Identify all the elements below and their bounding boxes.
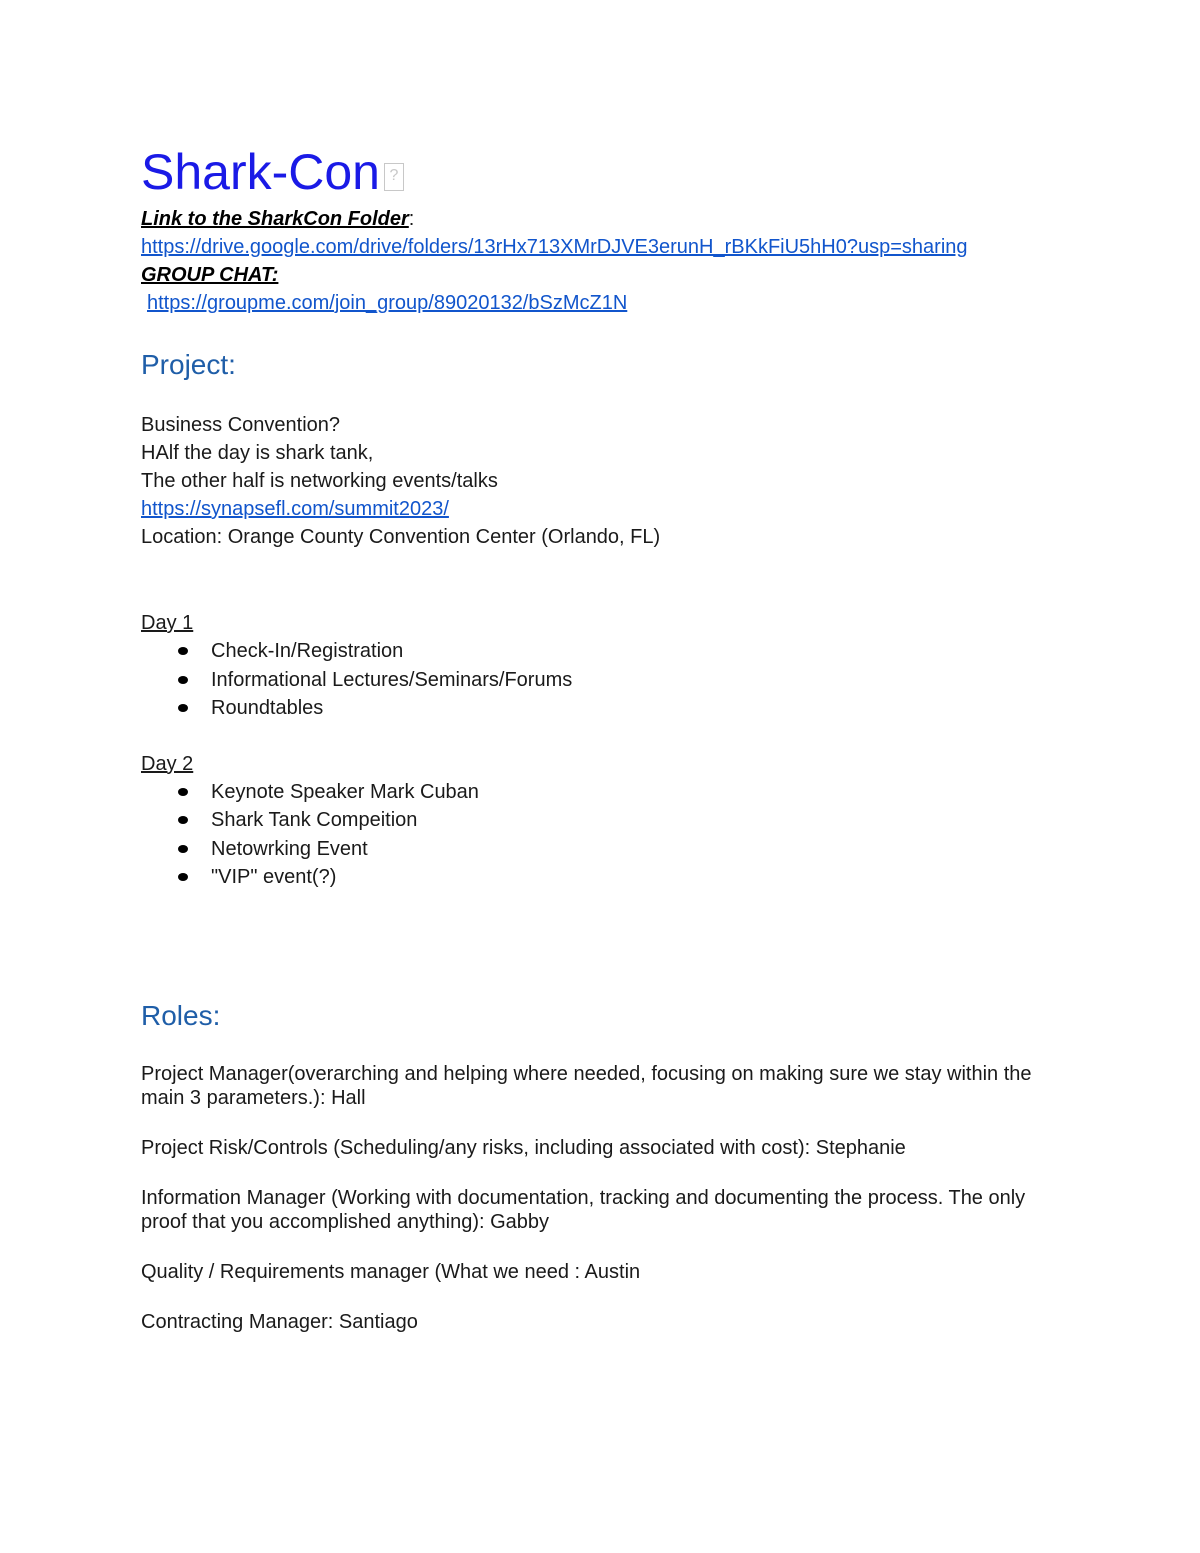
folder-link-line [141,233,1101,261]
day1-section [141,609,1101,723]
role-project-manager: Project Manager(overarching and helping where needed, focusing on making sure we stay within the main 3 parameters.): Hall [141,1062,1032,1109]
folder-label: Link to the SharkCon Folder [141,208,409,230]
document-title [141,140,1101,204]
folder-label-line [141,205,1101,233]
role-contracting-manager: Contracting Manager: Santiago [141,1310,418,1333]
role-quality-manager: Quality / Requirements manager (What we need : Austin [141,1260,641,1283]
project-line-3: The other half is networking events/talks [141,470,498,492]
group-chat-label-line [141,261,1101,289]
document-page [141,140,1101,1334]
missing-glyph-icon [384,163,404,191]
group-chat-link[interactable]: https://groupme.com/join_group/89020132/bSzMcZ1N [147,292,628,314]
project-heading: Project: [141,349,236,380]
document-title-text: Shark-Con [141,144,380,200]
role-risk-controls: Project Risk/Controls (Scheduling/any risks, including associated with cost): Stephanie [141,1136,906,1159]
day2-list [141,778,1101,892]
project-location: Location: Orange County Convention Center (Orlando, FL) [141,526,661,548]
roles-heading: Roles: [141,999,221,1031]
list-item: "VIP" event(?) [141,863,1101,892]
list-item: Informational Lectures/Seminars/Forums [141,666,1101,695]
list-item: Roundtables [141,694,1101,723]
list-item: Keynote Speaker Mark Cuban [141,778,1101,807]
day1-label: Day 1 [141,612,194,634]
folder-link[interactable]: https://drive.google.com/drive/folders/13rHx713XMrDJVE3erunH_rBKkFiU5hH0?usp=sharing [141,236,968,258]
role-information-manager: Information Manager (Working with documentation, tracking and documenting the process. The only proof that you accomplished anything): Gabby [141,1186,1026,1233]
folder-label-colon: : [408,208,415,230]
group-chat-link-line [141,289,1101,317]
day2-label: Day 2 [141,752,194,775]
list-item: Shark Tank Compeition [141,806,1101,835]
project-line-2: HAlf the day is shark tank, [141,442,374,464]
group-chat-label: GROUP CHAT: [141,264,279,286]
project-link-line [141,495,1101,523]
list-item: Netowrking Event [141,835,1101,864]
roles-section [141,1062,1101,1334]
summit-link[interactable]: https://synapsefl.com/summit2023/ [141,498,449,520]
project-line-1: Business Convention? [141,414,341,436]
day2-section [141,750,1101,892]
project-section [141,411,1101,551]
day1-list [141,637,1101,723]
list-item: Check-In/Registration [141,637,1101,666]
